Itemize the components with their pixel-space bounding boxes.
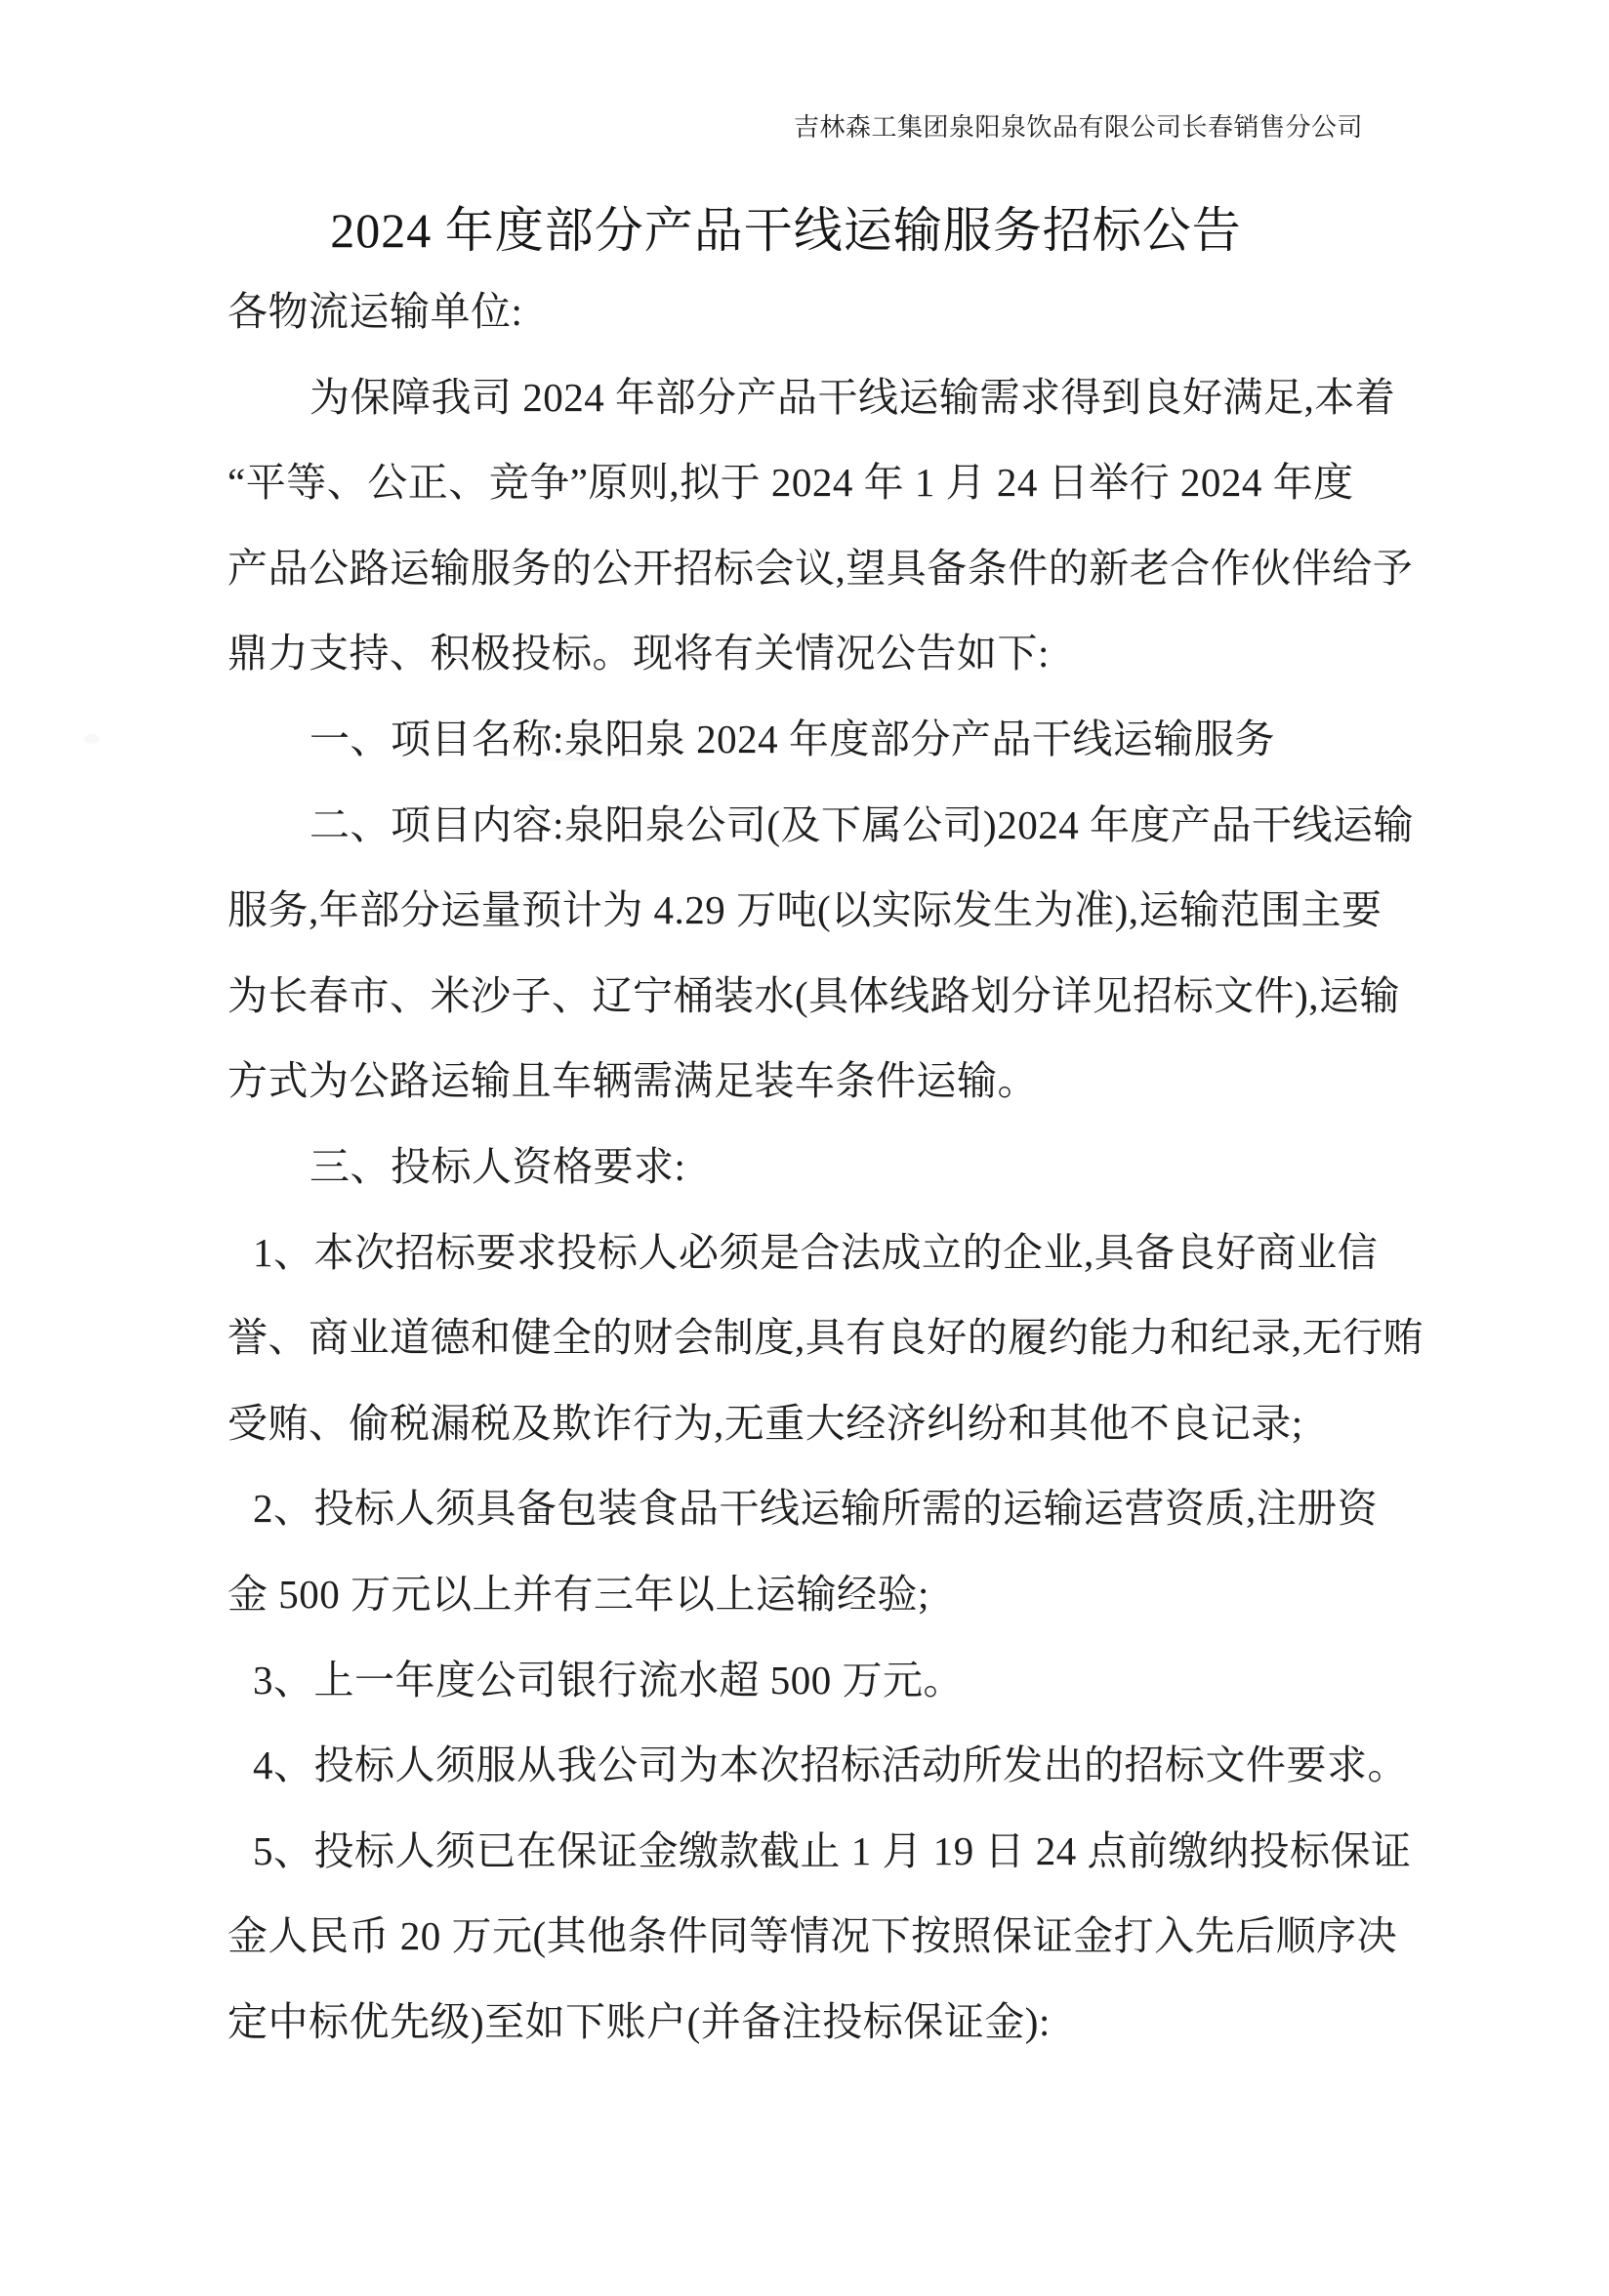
document-line: 受贿、偷税漏税及欺诈行为,无重大经济纠纷和其他不良记录;: [227, 1400, 1303, 1446]
document-body: [227, 269, 1423, 2065]
document-line: 金人民币 20 万元(其他条件同等情况下按照保证金打入先后顺序决: [227, 1913, 1398, 1959]
document-line: 誉、商业道德和健全的财会制度,具有良好的履约能力和纪录,无行贿: [227, 1315, 1423, 1361]
document-line: 金 500 万元以上并有三年以上运输经验;: [227, 1571, 929, 1617]
document-line: 服务,年部分运量预计为 4.29 万吨(以实际发生为准),运输范围主要: [227, 887, 1382, 933]
list-item-2: 2、投标人须具备包装食品干线运输所需的运输运营资质,注册资: [253, 1486, 1379, 1532]
list-item-3: 3、上一年度公司银行流水超 500 万元。: [253, 1657, 964, 1702]
document-line: 鼎力支持、积极投标。现将有关情况公告如下:: [227, 631, 1050, 676]
document-line: 产品公路运输服务的公开招标会议,望具备条件的新老合作伙伴给予: [227, 545, 1414, 591]
company-header: 吉林森工集团泉阳泉饮品有限公司长春销售分公司: [793, 113, 1363, 142]
document-line: “平等、公正、竞争”原则,拟于 2024 年 1 月 24 日举行 2024 年度: [227, 460, 1354, 506]
document-line: 为保障我司 2024 年部分产品干线运输需求得到良好满足,本着: [309, 374, 1396, 420]
section-1-heading: 一、项目名称:泉阳泉 2024 年度部分产品干线运输服务: [309, 716, 1275, 761]
section-2-heading: 二、项目内容:泉阳泉公司(及下属公司)2024 年度产品干线运输: [309, 801, 1414, 847]
document-line: 方式为公路运输且车辆需满足装车条件运输。: [227, 1058, 1038, 1104]
section-3-heading: 三、投标人资格要求:: [309, 1143, 686, 1189]
document-line: 定中标优先级)至如下账户(并备注投标保证金):: [227, 1998, 1051, 2044]
list-item-4: 4、投标人须服从我公司为本次招标活动所发出的招标文件要求。: [253, 1742, 1408, 1788]
document-line: 为长春市、米沙子、辽宁桶装水(具体线路划分详见招标文件),运输: [227, 972, 1401, 1018]
list-item-5: 5、投标人须已在保证金缴款截止 1 月 19 日 24 点前缴纳投标保证: [253, 1827, 1412, 1873]
list-item-1: 1、本次招标要求投标人必须是合法成立的企业,具备良好商业信: [253, 1229, 1379, 1275]
salutation: 各物流运输单位:: [227, 289, 523, 334]
page-title: 2024 年度部分产品干线运输服务招标公告: [330, 203, 1242, 258]
scan-artifact: [84, 734, 100, 744]
